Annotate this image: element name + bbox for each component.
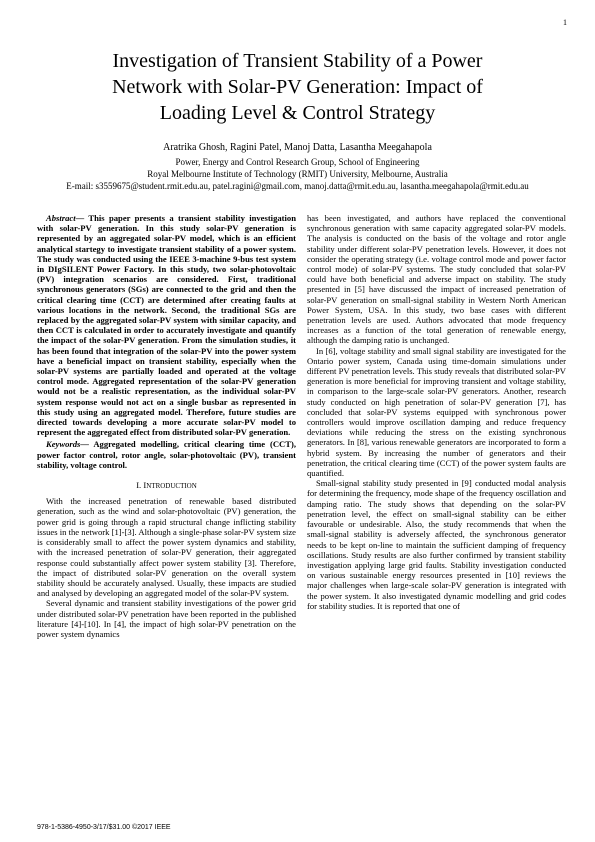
body-paragraph: Several dynamic and transient stability investigations of the power grid under distributed solar-PV penetration have been reported in the published literature [4]-[10]. In [4], the impact of high solar-PV penetration on the power system dynamics [37,598,296,639]
paper-title [40,48,555,126]
email-line: E-mail: s3559675@student.rmit.edu.au, patel.ragini@gmail.com, manoj.datta@rmit.edu.au, lasantha.meegahapola@rmit.edu.au [66,181,529,192]
body-paragraph: With the increased penetration of renewable based distributed generation, such as the wind and solar-photovoltaic (PV) generation, the power grid is going through a rapid structural change inflicting stability issues in the network [1]-[3]. Although a single-phase solar-PV system size is considerably small to affect the power system dynamics and stability, with the increased penetration of solar-PV generation, their aggregated response could substantially affect power system stability [3]. Therefore, the impact of distributed solar-PV generation on the overall system stability should be accurately analysed. Usually, these impacts are studied and analysed by developing an aggregated model of the solar-PV system. [37,496,296,599]
section-heading-introduction [37,480,296,491]
abstract-text: This paper presents a transient stability investigation with solar-PV generation. In this study solar-PV generation is represented by an aggregated solar-PV model, which is an efficient analytical startegy to investigate transient stability of a power system. The study was conducted using the IEEE 3-machine 9-bus test system in DIgSILENT Power Factory. In this study, two solar-photovoltaic (PV) integration scenarios are considered. First, traditional synchronous generators (SGs) are connected to the grid and then the critical clearing time (CCT) are determined after creating faults at various locations in the network. Second, the traditional SGs are replaced by the aggregated solar-PV system with similar capacity, and then CCT is calculated in order to accurately investigate and quantify the impact of the solar-PV generation. From the simulation studies, it has been found that integration of the solar-PV into the power system have a beneficial impact on transient stability, especially when the solar-PV systems are partially loaded and operated at the voltage control mode. Aggregated representation of the solar-PV generation would not be a realistic representation, as the individual solar-PV system response would not act on a single busbar as represented in this study using an aggregated model. Therefore, future studies are directed towards developing a more accurate solar-PV model to represent the aggregated effect from distributed solar-PV generation. [37,213,296,438]
title-line: Investigation of Transient Stability of a Power [112,50,483,72]
title-line: Loading Level & Control Strategy [159,102,436,124]
affiliation-line: Royal Melbourne Institute of Technology (RMIT) University, Melbourne, Australia [147,169,448,180]
section-title-rest: NTRODUCTION [146,482,197,491]
affiliation-line: Power, Energy and Control Research Group, School of Engineering [175,157,420,167]
section-numeral: I. [136,480,142,491]
body-paragraph: Small-signal stability study presented in [9] conducted modal analysis for determining the frequency, mode shape of the frequency oscillation and damping ratio. The study shows that depending on the solar-PV penetration level, the effect on small-signal stability can be either favourable or undesirable. Also, the study recommends that when the small-signal stability is adversely affected, the synchronous generator needs to be kept on-line to maintain the sufficient damping of frequency oscillations. Study results are also further confirmed by transient stability investigation applying large grid faults. Stability investigation conducted on various sustainable energy resources presented in [10] reviews the major challenges when large-scale solar-PV generation is integrated with the power system. It also investigated dynamic modelling and grid codes for stability studies. It is reported that one of [307,478,566,611]
keywords-text: Aggregated modelling, critical clearing time (CCT), power factor control, rotor angle, solar-photovoltaic (PV), transient stability, voltage control. [37,439,296,470]
keywords [37,439,296,470]
page-number: 1 [563,18,567,27]
body-paragraph: has been investigated, and authors have replaced the conventional synchronous generation with same capacity aggregated solar-PV models. The analysis is conducted on the basis of the voltage and rotor angle stability under different solar-PV penetration levels. However, it does not consider the operating strategy (i.e. voltage control mode and power factor control mode) of solar-PV systems. The study concluded that solar-PV could have both beneficial and adverse impact on stability. The study presented in [5] have discussed the impact of increased penetration of solar-PV generation on small-signal stability in Western North American Power System, USA. In this study, two base cases with different penetration levels are used. Authors advocated that mode frequency increases as a function of the total generation of renewable energy, although the damping ratio is unchanged. [307,213,566,346]
copyright-footer: 978-1-5386-4950-3/17/$31.00 ©2017 IEEE [37,824,171,831]
right-column [307,213,566,611]
abstract-label: Abstract— [46,213,85,223]
abstract [37,213,296,437]
title-line: Network with Solar-PV Generation: Impact of [112,76,483,98]
affiliation [30,156,565,193]
left-column [37,213,296,639]
body-paragraph: In [6], voltage stability and small signal stability are investigated for the Ontario power system, Canada using time-domain simulations under different PV penetration levels. This study reveals that distributed solar-PV generation is more beneficial for improving transient and voltage stability, in comparison to the large-scale solar-PV generators. Another, research study conducted on high penetration of solar-PV generation [7], has concluded that solar-PV systems equipped with synchronous power controllers would improve oscillation damping and reduce frequency deviations while reducing the stress on the existing synchronous generators. In [8], various renewable generators are incorporated to form a hybrid system. By increasing the number of generators and their penetration, the critical clearing time (CCT) of the power system faults are quantified. [307,345,566,479]
section-initial: I [143,480,147,491]
author-list: Aratrika Ghosh, Ragini Patel, Manoj Datta, Lasantha Meegahapola [163,142,432,153]
keywords-label: Keywords— [46,439,89,450]
